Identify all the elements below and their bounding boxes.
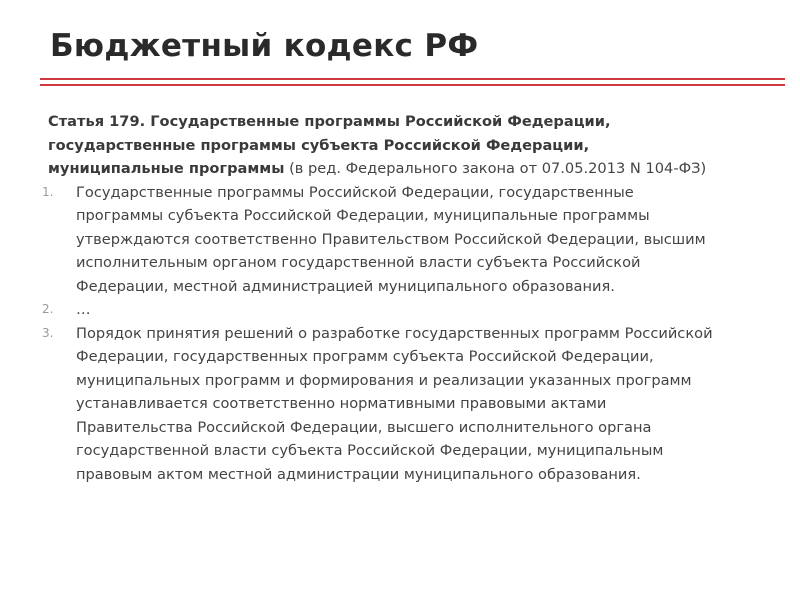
list-item (42, 181, 720, 299)
article-items-list (42, 181, 720, 487)
title-divider-bottom (40, 84, 785, 86)
list-item-number: 3. (42, 325, 54, 340)
list-item-text: Государственные программы Российской Федерации, государственные программы субъекта Российской Федерации, муниципальные программы утверждаются соответственно Правительством Российской Федерации, высшим исполнительным органом государственной власти субъекта Российской Федерации, местной администрацией муниципального образования. (76, 183, 706, 295)
list-item (42, 298, 720, 322)
slide-title: Бюджетный кодекс РФ (50, 28, 479, 64)
list-item (42, 322, 720, 487)
list-item-number: 2. (42, 302, 54, 316)
article-heading-note: (в ред. Федерального закона от 07.05.2013 N 104-ФЗ) (284, 160, 707, 177)
title-divider-top (40, 78, 785, 80)
article-content (42, 110, 720, 486)
article-heading-bold: Статья 179. Государственные программы Российской Федерации, государственные программы субъекта Российской Федерации, муниципальные программы (48, 113, 611, 177)
article-heading (48, 110, 720, 181)
list-item-text: Порядок принятия решений о разработке государственных программ Российской Федерации, государственных программ субъекта Российской Федерации, муниципальных программ и формирования и реализации указанных программ устанавливается соответственно нормативными правовыми актами Правительства Российской Федерации, высшего исполнительного органа государственной власти субъекта Российской Федерации, муниципальным правовым актом местной администрации муниципального образования. (76, 324, 713, 483)
list-item-text: … (76, 301, 91, 318)
list-item-number: 1. (42, 184, 54, 199)
